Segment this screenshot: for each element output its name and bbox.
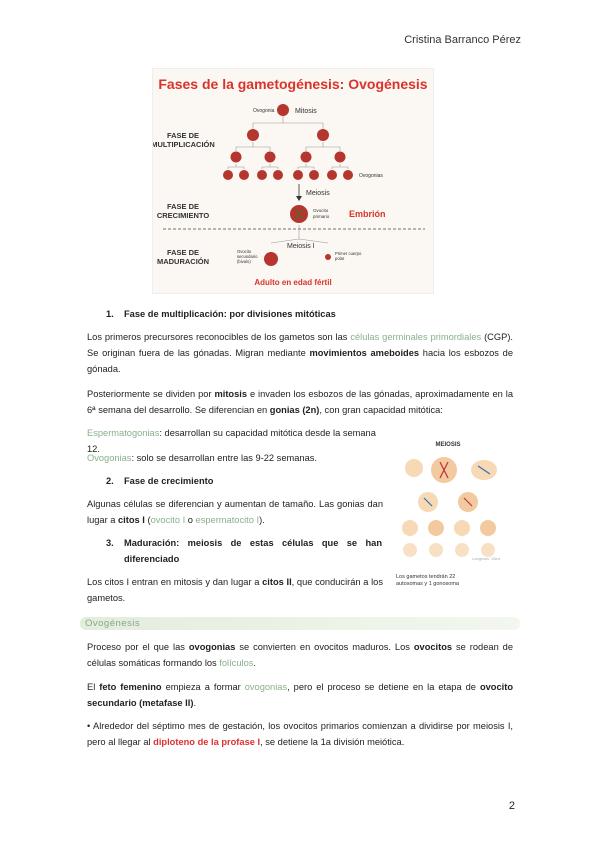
item2-number: 2. (106, 476, 114, 486)
meiosis-diagram (388, 432, 523, 592)
item2-heading: Fase de crecimiento (124, 476, 214, 486)
item3-heading: Maduración: meiosis de estas células que se han diferenciado (124, 538, 382, 564)
meiosis1-label: Meiosis I (287, 243, 315, 250)
svg-text:Ovocito: Ovocito (237, 249, 252, 254)
page-number: 2 (508, 800, 515, 812)
paragraph-ovogonias: Ovogonias: solo se desarrollan entre las 9-22 semanas. (87, 453, 317, 463)
oogonia-label: Ovogonia (253, 108, 275, 114)
ovogenesis-figure (152, 68, 434, 294)
meiosis-watermark: Langman, 15ed (472, 556, 500, 561)
item3-number: 3. (106, 538, 114, 548)
paragraph-ovogenesis: Proceso por el que las ovogonias se convierten en ovocitos maduros. Los ovocitos se rodean de células somáticas formando los folículos. (87, 642, 514, 668)
mitosis-label: Mitosis (295, 108, 317, 115)
paragraph-cgp: Los primeros precursores reconocibles de los gametos son las células germinales primordiales (CGP). Se originan fuera de las gónadas. Migran mediante movimientos ameboides hacia los esbozos de gónada. (87, 332, 513, 374)
svg-text:secundario: secundario (237, 254, 258, 259)
phase1-label-line2: MULTIPLICACIÓN (153, 140, 215, 149)
oogonias-label: Ovogonias (359, 173, 383, 179)
section-title: Ovogénesis (85, 618, 141, 629)
paragraph-espermatogonias: Espermatogonias: desarrollan su capacidad mitótica desde la semana 12. (87, 428, 376, 454)
section-header-ovogenesis (80, 617, 520, 630)
adult-label: Adulto en edad fértil (254, 278, 332, 287)
paragraph-mitosis: Posteriormente se dividen por mitosis e invaden los esbozos de las gónadas, aproximadamente en la 6ª semana del desarrollo. Se diferencian en gonias (2n), con gran capacidad mitótica: (87, 389, 513, 415)
paragraph-maduracion: Los citos I entran en mitosis y dan lugar a citos II, que conducirán a los gametos. (87, 577, 383, 603)
svg-text:polar: polar (335, 256, 345, 261)
meiosis-figure (388, 432, 523, 592)
paragraph-crecimiento: Algunas células se diferencian y aumentan de tamaño. Las gonias dan lugar a citos I (ovocito I o espermatocito I). (87, 499, 383, 525)
meiosis-label: Meiosis (306, 190, 330, 197)
phase2-label-line1: FASE DE (166, 202, 200, 211)
meiosis-caption-line1: Los gametos tendrán 22 (396, 574, 456, 580)
oogonia-cell (277, 104, 289, 116)
phase2-label-line2: CRECIMIENTO (156, 211, 210, 220)
item1-number: 1. (106, 309, 114, 319)
figure-title: Fases de la gametogénesis: Ovogénesis (158, 76, 428, 92)
secondary-oocyte-cell (264, 252, 278, 266)
svg-text:(bivalo): (bivalo) (237, 259, 251, 264)
svg-text:primario: primario (313, 214, 330, 219)
phase3-label-line2: MADURACIÓN (156, 257, 210, 266)
svg-text:Ovocito: Ovocito (313, 208, 329, 213)
svg-text:Primer cuerpo: Primer cuerpo (335, 251, 362, 256)
paragraph-gestacion: • Alrededor del séptimo mes de gestación, los ovocitos primarios comienzan a dividirse por meiosis I, pero al llegar al diploteno de la profase I, se detiene la 1a división meiótica. (87, 721, 513, 747)
meiosis-title: MEIOSIS (435, 442, 461, 448)
item1-heading: Fase de multiplicación: por divisiones mitóticas (124, 309, 336, 319)
ovogenesis-diagram (153, 69, 433, 293)
author-name: Cristina Barranco Pérez (404, 34, 521, 46)
meiosis-caption-line2: autosomas y 1 gonosoma (396, 581, 459, 587)
phase1-label-line1: FASE DE (166, 131, 200, 140)
polar-body-cell (325, 254, 331, 260)
embryo-label: Embrión (349, 209, 386, 219)
phase3-label-line1: FASE DE (166, 248, 200, 257)
paragraph-feto: El feto femenino empieza a formar ovogonias, pero el proceso se detiene en la etapa de ovocito secundario (metafase II). (87, 682, 513, 708)
